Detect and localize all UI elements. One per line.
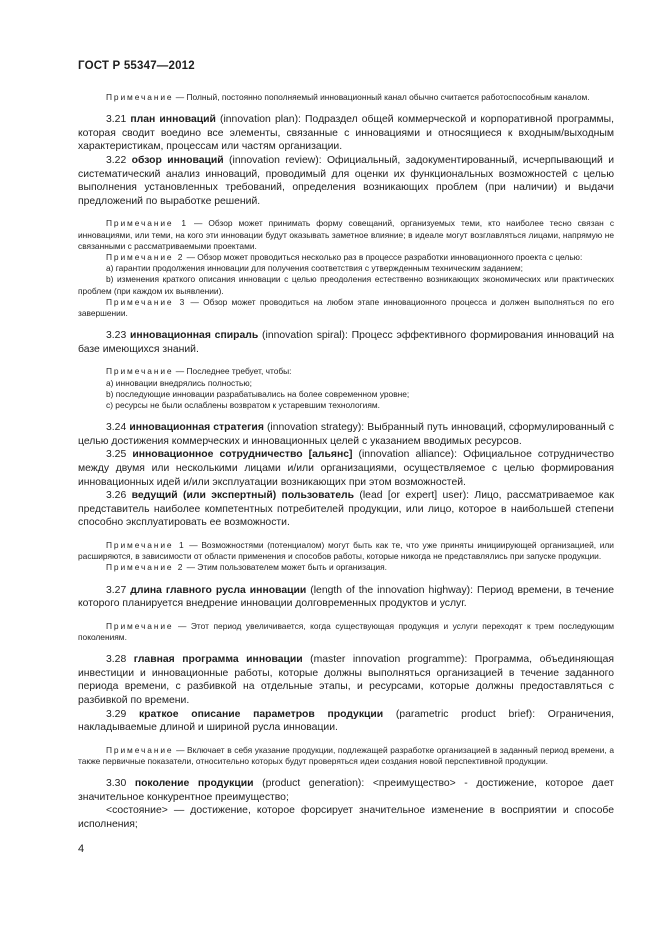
term-name: главная программа инновации [133, 654, 303, 666]
term-text: (innovation alliance): Официальное сотрудничество между двумя или несколькими лицами и/или организациями, осуществляемое с целью формирования инновационных идей и/или эксплуатации возникающих при этом возможностей. [78, 449, 614, 488]
note-label: Примечание [106, 92, 174, 102]
note-paragraph [78, 92, 614, 103]
page-number: 4 [78, 843, 85, 855]
term-name: ведущий (или экспертный) пользователь [131, 490, 355, 502]
term-name: инновационная стратегия [129, 422, 264, 434]
term-text: (length of the innovation highway): Период времени, в течение которого планируется внедрение инновации долговременных продуктов и услуг. [78, 584, 615, 610]
term-text: (master innovation programme): Программа, объединяющая инвестиции и инновационные работы, которые должны выполняться организацией в течение заданного периода времени, с разбивкой на отдельные этапы, и ресурсами, которые должны предоставляться с разбивкой по времени. [78, 654, 614, 706]
definition-continuation: <состояние> — достижение, которое форсирует значительное изменение в восприятии и способе исполнения; [78, 805, 614, 830]
note-paragraph [78, 252, 614, 263]
term-name: инновационная спираль [130, 330, 259, 342]
term-text: (innovation strategy): Выбранный путь инноваций, сформулированный с целью достижения коммерческих и инновационных целей с указанием вводимых ресурсов. [78, 422, 615, 447]
term-name: поколение продукции [134, 778, 254, 790]
term-text: (parametric product brief): Ограничения, накладываемые длиной и шириной русла инновации. [78, 708, 615, 734]
note-list-item: c) ресурсы не были ослаблены возвратом к устаревшим технологиям. [106, 399, 380, 410]
term-definition [78, 708, 614, 735]
term-number: 3.27 [106, 584, 127, 596]
note-paragraph [78, 621, 614, 643]
note-text: — Обзор может принимать форму совещаний, организуемых теми, кто наиболее тесно связан с инновациями, или теми, на кого эти инновации будут оказывать заметное влияние; в идеале могут возглавляться лицами, напрямую не связанными с рассматриваемыми проектами. [78, 218, 615, 251]
document-header: ГОСТ Р 55347—2012 [78, 60, 195, 72]
term-text: (innovation review): Официальный, задокументированный, исчерпывающий и систематический анализ инноваций, проводимый для оценки их функциональных возможностей с целью выполнения установленных требований, определения возникающих проблем (при наличии) и выдачи предложений по выработке решений. [78, 154, 615, 207]
note-text: — Этот период увеличивается, когда существующая продукция и услуги переходят к трем последующим поколениям. [78, 620, 614, 642]
note-label: Примечание [106, 620, 174, 631]
term-name: инновационное сотрудничество [альянс] [132, 449, 353, 461]
term-text: (innovation spiral): Процесс эффективного формирования инноваций на базе имеющихся знаний. [78, 330, 614, 355]
term-definition [78, 489, 614, 530]
term-definition [78, 421, 614, 448]
term-definition [78, 113, 614, 154]
note-list-item: а) инновации внедрялись полностью; [106, 377, 253, 388]
term-number: 3.21 [106, 114, 127, 126]
term-definition [78, 777, 614, 804]
note-text: — Включает в себя указание продукции, подлежащей разработке организацией в заданный период времени, а также первичные показатели, относительно которых будут проверяться идеи создания новой перспективной продукции. [78, 744, 614, 766]
term-name: обзор инноваций [131, 154, 224, 166]
term-number: 3.28 [106, 654, 127, 666]
term-number: 3.23 [106, 330, 127, 342]
note-paragraph [78, 562, 614, 573]
note-paragraph [78, 297, 614, 319]
term-text: (lead [or expert] user): Лицо, рассматриваемое как представитель наиболее компетентных потребителей продукции, или лицо, которое в наибольшей степени способно эксплуатировать ее возможности. [78, 490, 614, 529]
note-text: — Этим пользователем может быть и организация. [184, 562, 387, 573]
note-label: Примечание 3 [106, 296, 187, 307]
term-text: (innovation plan): Подраздел общей коммерческой и корпоративной программы, которая сводит воедино все элементы, связанные с инновациями и относящиеся к входным/выходным характеристикам, процессам или частям организации. [78, 114, 614, 153]
term-number: 3.30 [106, 778, 127, 790]
note-list-item: а) гарантии продолжения инновации для получения соответствия с утвержденным техническим заданием; [106, 263, 523, 274]
note-paragraph [78, 540, 614, 562]
term-number: 3.22 [106, 154, 127, 166]
term-number: 3.29 [106, 708, 127, 720]
term-name: краткое описание параметров продукции [138, 708, 384, 720]
note-paragraph [78, 366, 614, 377]
note-text: — Возможностями (потенциалом) могут быть как те, что уже приняты инициирующей организацией, или расширяются, в зависимости от области применения и способов работы, которые никогда не представлялись при запуске продукции. [78, 539, 614, 562]
note-text: — Полный, постоянно пополняемый инновационный канал обычно считается работоспособным каналом. [173, 92, 590, 102]
note-list-item: b) последующие инновации разрабатывались на более современном уровне; [106, 388, 410, 399]
note-paragraph [78, 745, 614, 767]
note-text: — Последнее требует, чтобы: [173, 366, 292, 377]
term-name: длина главного русла инновации [130, 584, 307, 596]
note-label: Примечание [106, 366, 174, 377]
term-definition [78, 653, 614, 707]
note-text: — Обзор может проводиться на любом этапе инновационного процесса и должен выполняться по его завершении. [78, 296, 614, 318]
note-text: — Обзор может проводиться несколько раз в процессе разработки инновационного проекта с целью: [184, 251, 583, 262]
note-label: Примечание 2 [106, 251, 185, 262]
term-definition [78, 584, 614, 611]
document-body [78, 92, 614, 831]
note-label: Примечание 1 [106, 218, 188, 229]
note-label: Примечание 1 [106, 539, 186, 550]
term-definition [78, 329, 614, 356]
term-number: 3.25 [106, 449, 127, 461]
note-paragraph [78, 218, 614, 252]
note-list-item: b) изменения краткого описания инновации с целью преодоления естественно возникающих экономических или практических проблем (при каждом их выявлении). [78, 274, 614, 296]
term-name: план инноваций [130, 114, 216, 126]
term-number: 3.26 [106, 490, 127, 502]
note-label: Примечание [106, 744, 174, 755]
term-number: 3.24 [106, 422, 127, 434]
note-label: Примечание 2 [106, 562, 185, 573]
term-definition [78, 154, 614, 208]
term-text: (product generation): <преимущество> - достижение, которое дает значительное конкурентное преимущество; [78, 778, 615, 803]
term-definition [78, 448, 614, 489]
